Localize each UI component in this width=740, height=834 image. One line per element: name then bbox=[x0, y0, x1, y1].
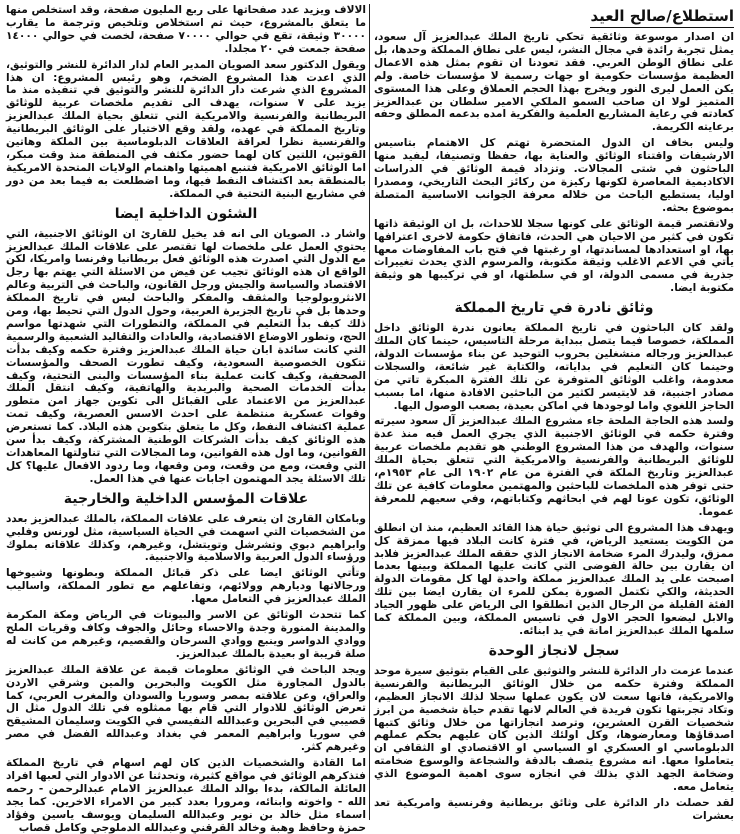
left-column bbox=[6, 4, 366, 834]
paragraph: وتأتي الوثائق ايضا على ذكر قبائل المملكة وبطونها وشيوخها ورجالاتها وديارهم وولائهم، وتفاعلهم مع تطور المملكة، واساليب الملك عبدالعزيز في التعامل معها. bbox=[6, 567, 366, 606]
paragraph: ويهدف هذا المشروع الى توثيق حياة هذا القائد العظيم، منذ ان انطلق من الكويت يستعيد الرياض، في فترة كانت البلاد فيها ممزقة كل ممزق، وليدرك المرء ضخامة الانجاز الذي حققه الملك عبدالعزيز فلابد ان يقارن بين حالة الفوضى التي كانت عليها المملكة وبينها بعدما اصبحت على يد الملك عبدالعزيز مملكة واحدة لها كل مقومات الدولة الحديثة، والكي تكتمل الصورة يمكن للمرء ان يقارن ايضا بين تلك الفئة القليلة من الرجال الذين انطلقوا الى الرياض على ظهور الجياد والابل ليضعوا الحجر الاول في تاسيس المملكة، وبين المملكة كما سلمها الملك عبدالعزيز امانة في يد ابنائه. bbox=[374, 521, 734, 637]
paragraph: ولقد كان الباحثون في تاريخ المملكة يعانون ندرة الوثائق داخل المملكة، خصوصا فيما يتصل ببداية مرحلة التاسيس، حينما كان الملك عبدالعزيز ورجاله منشغلين بحروب التوحيد عن بناء مؤسسات الدولة، وحينما كان التعليم في بداياته، والكتابة غير شائعة، والسجلات معدومة، واغلب الوثائق المتوفرة عن تلك الفترة المبكرة تاتي من مصادر اجنبية، قد لايتيسر لكثير من الباحثين الافادة منها، اما بسبب الحاجز اللغوي واما لوجودها في اماكن بعيدة، يصعب الوصول اليها. bbox=[374, 322, 734, 412]
article-title: استطلاع/صالح العيد bbox=[590, 6, 734, 28]
paragraph: عندما عزمت دار الدائرة للنشر والتوثيق على القيام بتوثيق سيرة موحد المملكة وفترة حكمه من خلال الوثائق البريطانية والفرنسية والامريكية، فانها سعت لان يكون عملها سجلا لذلك الانجاز العظيم، وتكاد تجربتها تكون فريدة في العالم لانها تقدم حياة شخصية من ابرز شخصيات القرن العشرين، وترصد انجازاتها من خلال وثائق كتبها اصدقاؤها ومعارضوها، وكل اولئك الذين كان عليهم بحكم عملهم الدبلوماسي او العسكري او السياسي او الاقتصادي او الثقافي ان يتعاملوا معها. انه مشروع يتصف بالدقة والشجاعة والوسوع ضخامته وضخامة الجهد الذي بذلك في انجازه سوى اهمية الموضوع الذي يتعامل معه. bbox=[374, 664, 734, 794]
section-heading: وثائق نادرة في تاريخ المملكة bbox=[454, 300, 654, 317]
section-heading: سجل لانجاز الوحدة bbox=[488, 642, 620, 659]
paragraph: الالاف ويزيد عدد صفحاتها على ربع المليون صفحة، وقد استخلص منها ما يتعلق بالمشروع، حيث تم استخلاص وتلخيص وترجمة ما يقارب ٣٠٠٠٠ وثيقة، تقع في حوالي ٧٠٠٠٠ صفحة، لخصت في حوالي ١٤٠٠٠ صفحة جمعت في ٢٠ مجلدا. bbox=[6, 4, 366, 55]
section-heading: علاقات المؤسس الداخلية والخارجية bbox=[63, 490, 309, 507]
paragraph: واشار د. الصويان الى انه قد يخيل للقارئ ان الوثائق الاجنبية، التي يحتوي العمل على ملخصات لها تقتصر على علاقات الملك عبدالعزيز مع الدول التي اصدرت هذه الوثائق فعل بريطانيا وفرنسا وامريكا، لكن الواقع ان هذه الوثائق تجيب عن فيض من الاسئلة التي يهتم بها رجل الاقتصاد والسياسة والجيش ورجل القانون، والباحث في التربية وعالم الانثروبولوجيا والمثقف والمفكر والباحث ليس في تاريخ المملكة وحدها بل في تاريخ الجزيرة العربية، وحول الدول التي تحيط بها، ومن ذلك كيف بدأ التعليم في المملكة، والتطورات التي شهدتها مواسم الحج، وتطور الاوضاع الاقتصادية، والعادات والتقاليد الشعبية والرسمية التي كانت سائدة ابان حياة الملك عبدالعزيز وفترة حكمه وكيف بدأت تتكون الخصوصية السعودية، وكيف تطورت الصحف والمؤسسات الصحفية، وكيف كانت عملية بناء المؤسسات والبنى التحتية، وكيف بدأت الخدمات الصحية والبريدية والهاتفية، وكيف انتقل الملك عبدالعزيز من الاعتماد على القبائل الى تكوين جهاز امن متطور وقوات عسكرية منتظمة على احدث الاسس العصرية، وكيف تمت عملية اكتشاف النفط، وكل ما يتعلق بتكوين هذه البلاد. كما تستعرض هذه الوثائق كيف بدأت الشركات الوطنية المشتركة، وكيف بدأ سن القوانين، وما اول هذه القوانين، وما المجالات التي تناولتها المعاهدات التي وقعت، ومع من وقعت، ومن وقعها، وما ردود الافعال عليها؟ كل تلك الاسئلة يجد المهتمون اجابات عنها في هذا العمل. bbox=[6, 227, 366, 485]
paragraph: اما القادة والشخصيات الذين كان لهم اسهام في تاريخ المملكة فتذكرهم الوثائق في مواقع كثيرة، وتحدثنا عن الادوار التي لعبها افراد العائلة المالكة، بدءا بوالد الملك عبدالعزيز الامام عبدالرحمن - رحمه الله - واخوته وابنائه، ومرورا بعدد كبير من الامراء الاخرين. كما يجد اسماء مثل خالد بن نوير وعبدالله السليمان ويوسف ياسين وفؤاد حمزة وحافظ وهبة وخالد القرقني وعبدالله الدملوجي وكامل قصاب bbox=[6, 757, 366, 834]
paragraph: لقد حصلت دار الدائرة على وثائق بريطانية وفرنسية وامريكية تعد بعشرات bbox=[374, 796, 734, 822]
paragraph: وليس بخاف ان الدول المتحضرة تهتم كل الاهتمام بتاسيس الارشيفات واقتناء الوثائق والعناية بها، حفظا وتصنيفا، ليفيد منها الباحثون في شتى المجالات. وتزداد قيمة الوثائق في الدراسات الاكاديمية المعاصرة لكونها ركيزة من ركائز البحث التاريخي، ومصدرا اوليا، يستطيع الباحث من خلاله معرفة الجوانب الاساسية المتصلة بموضوع بحثه. bbox=[374, 137, 734, 214]
paragraph: كما تتحدث الوثائق عن الاسر والبيوتات في الرياض ومكة المكرمة والمدينة المنورة وجدة والاحساء وحائل والجوف وكاف وقريات الملح ووادي الدواسر وينبع ووادي السرحان والقصيم، وغيرهم من كانت له صلة قريبة او بعيدة بالملك عبدالعزيز. bbox=[6, 609, 366, 660]
paragraph: وبامكان القارئ ان يتعرف على علاقات المملكة، بالملك عبدالعزيز بعدد من الشخصيات التي اسهمت في الحياة السياسية، مثل لورنس وفلبي وابراهيم دبوي وتشرشل وتويتشل، وغيرهم، وكذلك علاقاته بملوك ورؤساء الدول العربية والاسلامية والاجنبية. bbox=[6, 512, 366, 564]
paragraph: ويقول الدكتور سعد الصويان المدير العام لدار الدائرة للنشر والتوثيق، الذي اعدت هذا المشروع الضخم، وهو رئيس المشروع: ان هذا المشروع الذي شرعت دار الدائرة للنشر والتوثيق في تنفيذه منذ ما يزيد على ٧ سنوات، يهدف الى تقديم ملخصات عربية للوثائق البريطانية والفرنسية والامريكية التي تتعلق بحياة الملك عبدالعزيز وتاريخ المملكة في عهده، ولقد وقع الاختيار على الوثائق البريطانية والفرنسية نظرا لعراقة العلاقات الدبلوماسية بين الملكة وهاتين القوتين، اللتين كان لهما حضور مكثف في المنطقة منذ وقت مبكر، اما الوثائق الامريكية فتنبع اهميتها واهتمام الولايات المتحدة الامريكية بالمنطقة بعد اكتشاف النفط فيها، وما اضطلعت به فيما بعد من دور في مشاريع البنية التحتية في المملكة. bbox=[6, 58, 366, 200]
paragraph: ان اصدار موسوعة وثائقية تحكي تاريخ الملك عبدالعزيز آل سعود، يمثل تجربة رائدة في مجال النشر، ليس على نطاق المملكة وحدها، بل على نطاق الوطن العربي. فقد تعودنا ان تقوم بمثل هذه الاعمال العظيمة مؤسسات حكومية او جهات رسمية لا مؤسسات خاصة. ولم يكن العمل ليرى النور ويخرج بهذا الحجم العملاق وعلى هذا المستوى المتميز لولا ان صاحب السمو الملكي الامير سلطان بن عبدالعزيز كعادته في رعاية المشاريع العلمية والفكرية امده بدعمه المطلق وحفه برعايته الكريمة. bbox=[374, 31, 734, 134]
right-column bbox=[374, 4, 734, 820]
column-divider bbox=[369, 4, 370, 820]
section-heading: الشئون الداخلية ايضا bbox=[114, 205, 258, 222]
paragraph: ويجد الباحث في الوثائق معلومات قيمة عن علاقة الملك عبدالعزيز بالدول المجاورة مثل الكويت والبحرين والمين وشرقي الاردن والعراق، وعن علاقته بمصر وسوريا والسودان والمغرب العربي، كما تعرض الوثائق للادوار التي قام بها ممثلوه في تلك الدول مثل ال قصيبي في البحرين وعبدالله النفيسي في الكويت وسليمان المشيقح في سوريا وابراهيم المعمر في بغداد وعبدالله الفضل في مصر وغيرهم كثر. bbox=[6, 663, 366, 754]
paragraph: ولاتقتصر قيمة الوثائق على كونها سجلا للاحداث، بل ان الوثيقة ذاتها تكون في كثير من الاحيان هي الحدث، فاتفاق حكومة لاخرى اعترافها بها، او استعدادها لمساندتها، او رغبتها في فتح باب المفاوضات معها يأتي في الاعم الاغلب وثيقة مكتوبة، والمرسوم الذي يحدث تغييرات جذرية في مسمى الدولة، او في سلطتها، او في تركيبها هو وثيقة مكتوبة ايضا. bbox=[374, 217, 734, 295]
paragraph: ولسد هذه الحاجة الملحة جاء مشروع الملك عبدالعزيز آل سعود سيرته وفترة حكمه في الوثائق الاجنبية الذي يجري العمل فيه منذ عدة سنوات، والهدف من هذا المشروع الوطني هو تقديم ملخصات عربية للوثائق البريطانية والفرنسية والامريكية التي تتعلق بحياة الملك عبدالعزيز وتاريخ الملكة في الفترة من عام ١٩٠٢ الى عام ١٩٥٣م، حتى توفر هذه الملخصات للباحثين والمهتمين معلومات كافية عن تلك الوثائق، تكون عونا لهم في ابحاثهم وكتاباتهم، وفي سعيهم للمعرفة عموما. bbox=[374, 415, 734, 518]
